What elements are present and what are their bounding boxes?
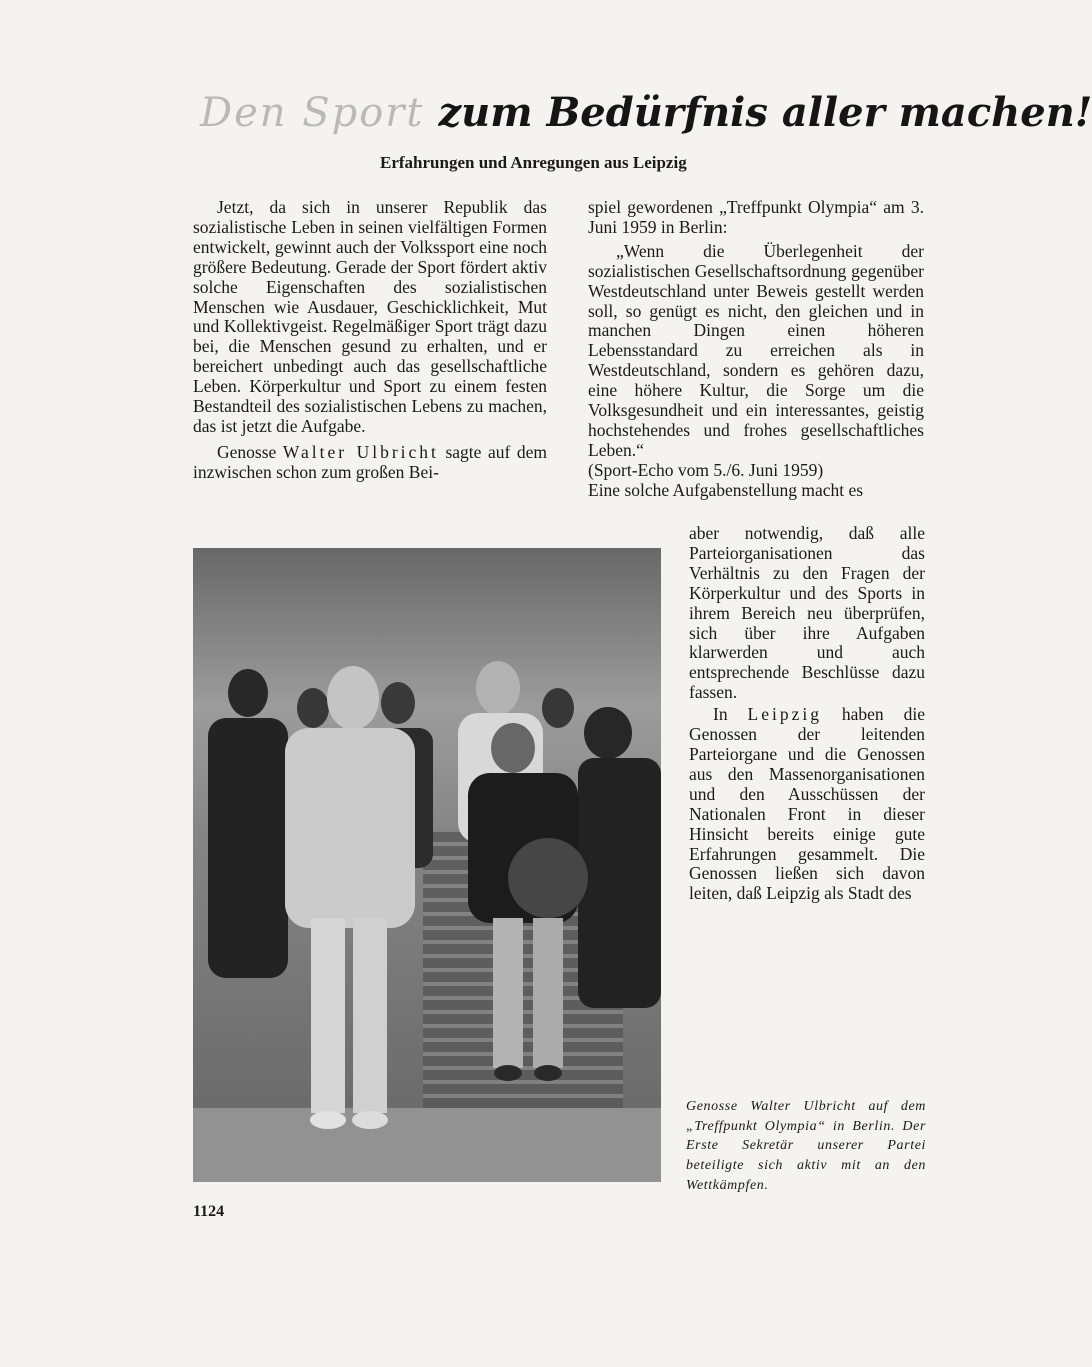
person-name-ulbricht: Walter Ulbricht — [282, 441, 439, 462]
left-column — [193, 198, 547, 483]
photo-image — [193, 548, 661, 1182]
paragraph-intro: Jetzt, da sich in unserer Republik das sozialistische Leben in seinen vielfältigen Formen entwickelt, gewinnt auch der Volkssport eine noch größere Bedeutung. Gerade der Sport fördert aktiv solche Eigenschaften des sozialistischen Menschen wie Ausdauer, Geschicklichkeit, Mut und Kollektivgeist. Regelmäßiger Sport trägt dazu bei, die Menschen gesund zu erhalten, und er bereichert unbedingt auch das gesellschaftliche Leben. Körperkultur und Sport zu einem festen Bestandteil des sozialistischen Lebens zu machen, das ist jetzt die Aufgabe. — [193, 197, 547, 436]
paragraph-ulbricht-end: sagte auf dem inzwischen schon zum großen Bei- — [193, 441, 547, 482]
headline-faded-part: Den Sport — [200, 90, 425, 136]
subheadline: Erfahrungen und Anregungen aus Leipzig — [380, 153, 687, 172]
right-column-narrow — [689, 524, 925, 904]
block-quote: „Wenn die Überlegenheit der sozialistischen Gesellschaftsordnung gegenüber Westdeutschland unter Beweis gestellt werden soll, so genügt es nicht, den gleichen und in manchen Dingen einen höheren Lebensstandard zu erreichen als in Westdeutschland, sondern es gehören dazu, eine höhere Kultur, die Sorge um die Volksgesundheit und ein interessantes, geistig hochstehendes und frohes gesellschaftliches Leben.“ — [588, 240, 924, 460]
paragraph-leipzig-end: haben die Genossen der leitenden Parteiorgane und die Genossen aus den Massenorganisationen und den Ausschüssen der Nationalen Front in dieser Hinsicht bereits einige gute Erfahrungen gesammelt. Die Genossen ließen sich davon leiten, daß Leipzig als Stadt des — [689, 704, 925, 904]
paragraph-task: aber notwendig, daß alle Parteiorganisationen das Verhältnis zu den Fragen der Körperkultur und des Sports in ihrem Bereich neu überprüfen, sich über ihre Aufgaben klarwerden und auch entsprechende Beschlüsse dazu fassen. — [689, 523, 925, 703]
photo-ulbricht-treffpunkt-olympia — [193, 548, 661, 1182]
headline — [200, 82, 1092, 144]
quote-source: (Sport-Echo vom 5./6. Juni 1959) — [588, 459, 824, 480]
paragraph-quote-intro: spiel gewordenen „Treffpunkt Olympia“ am 3. Juni 1959 in Berlin: — [588, 197, 924, 237]
paragraph-task-lead: Eine solche Aufgabenstellung macht es — [588, 479, 864, 500]
photo-caption: Genosse Walter Ulbricht auf dem „Treffpunkt Olympia“ in Berlin. Der Erste Sekretär unserer Partei beteiligte sich aktiv mit an den Wettkämpfen. — [686, 1099, 926, 1193]
city-name-leipzig: Leipzig — [747, 704, 822, 725]
paragraph-ulbricht — [193, 443, 547, 483]
paragraph-leipzig-start: In — [713, 704, 748, 725]
paragraph-leipzig — [689, 705, 925, 904]
headline-main-part: zum Bedürfnis aller machen! — [438, 89, 1092, 136]
paragraph-ulbricht-start: Genosse — [217, 441, 283, 462]
page-number: 1124 — [193, 1203, 225, 1220]
right-column-top — [588, 198, 924, 501]
